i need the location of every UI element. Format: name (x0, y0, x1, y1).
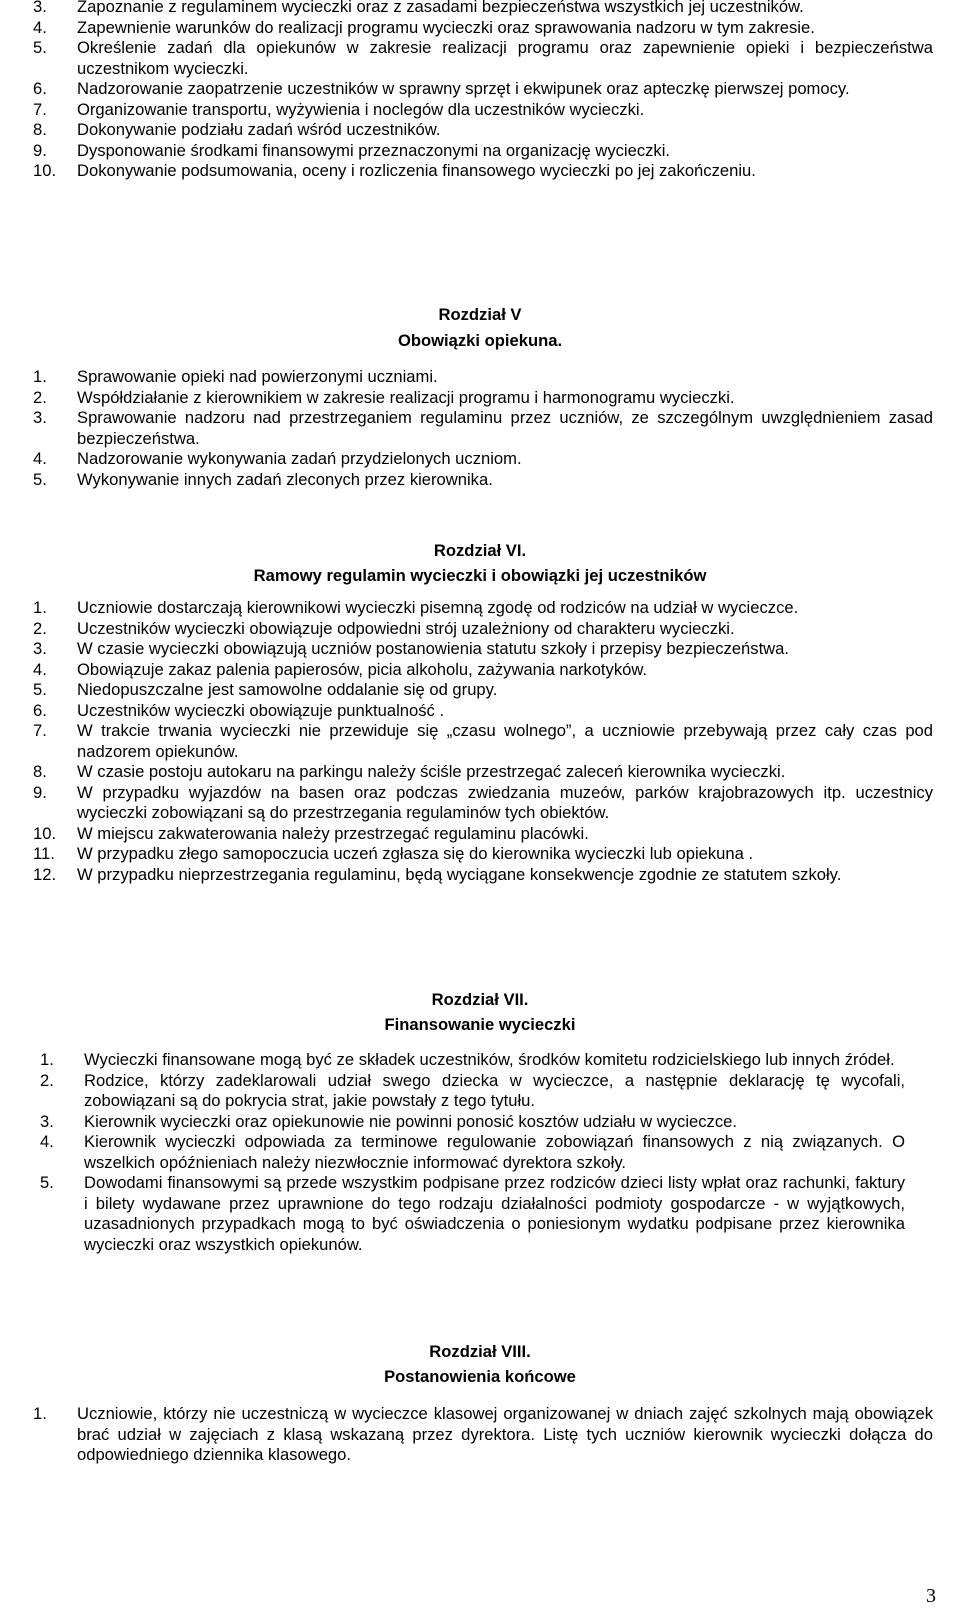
list-item: 1. Sprawowanie opieki nad powierzonymi uczniami. (33, 367, 438, 386)
chapter-8-subtitle: Postanowienia końcowe (384, 1367, 576, 1386)
list-item: 10. W miejscu zakwaterowania należy przestrzegać regulaminu placówki. (33, 823, 589, 843)
list-item: 6. Nadzorowanie zaopatrzenie uczestników w sprawny sprzęt i ekwipunek oraz apteczkę pierwszej pomocy. (33, 79, 850, 98)
list-item: 4. Kierownik wycieczki odpowiada za terminowe regulowanie zobowiązań finansowych z nią związanych. O wszelkich opóźnieniach należy niezwłocznie informować dyrektora szkoły. (40, 1132, 905, 1172)
list-item: 2. Współdziałanie z kierownikiem w zakresie realizacji programu i harmonogramu wycieczki. (33, 387, 735, 407)
list-chapter-5 (33, 367, 933, 490)
list-item: 4. Obowiązuje zakaz palenia papierosów, picia alkoholu, zażywania narkotyków. (33, 659, 648, 679)
list-item: 5. Dowodami finansowymi są przede wszystkim podpisane przez rodziców dzieci listy wpłat oraz rachunki, faktury i bilety wydawane przez uprawnione do tego rodzaju działalności podmioty gospodarcze - w wyjątkowych, uzasadnionych przypadkach mogą to być oświadczenia o poniesionym wydatku podpisane przez kierownika wycieczki oraz wszystkich opiekunów. (40, 1173, 905, 1254)
list-item: 2. Rodzice, którzy zadeklarowali udział swego dziecka w wycieczce, a następnie deklarację tę wycofali, zobowiązani są do pokrycia strat, jakie powstały z tego tytułu. (40, 1070, 905, 1110)
list-item: 2. Uczestników wycieczki obowiązuje odpowiedni strój uzależniony od charakteru wycieczki. (33, 618, 735, 638)
chapter-5-subtitle: Obowiązki opiekuna. (397, 331, 563, 350)
list-chapter-6 (33, 598, 933, 885)
list-item: 4. Zapewnienie warunków do realizacji programu wycieczki oraz sprawowania nadzoru w tym zakresie. (33, 17, 815, 37)
list-item: 1. Uczniowie, którzy nie uczestniczą w wycieczce klasowej organizowanej w dniach zajęć szkolnych mają obowiązek brać udział w zajęciach z klasą wskazaną przez dyrektora. Listę tych uczniów kierownik wycieczki dołącza do odpowiedniego dziennika klasowego. (33, 1404, 933, 1464)
list-item: 3. W czasie wycieczki obowiązują uczniów postanowienia statutu szkoły i przepisy bezpieczeństwa. (33, 639, 790, 658)
list-item: 8. Dokonywanie podziału zadań wśród uczestników. (33, 120, 441, 139)
list-item: 8. W czasie postoju autokaru na parkingu należy ściśle przestrzegać zaleceń kierownika wycieczki. (33, 762, 786, 781)
list-item: 6. Uczestników wycieczki obowiązuje punktualność . (33, 700, 445, 720)
chapter-7-title: Rozdział VII. (431, 990, 529, 1009)
list-chapter-7 (40, 1050, 905, 1255)
list-item: 3. Zapoznanie z regulaminem wycieczki oraz z zasadami bezpieczeństwa wszystkich jej uczestników. (33, 0, 804, 16)
list-item: 10. Dokonywanie podsumowania, oceny i rozliczenia finansowego wycieczki po jej zakończeniu. (33, 161, 756, 180)
chapter-5-title: Rozdział V (438, 305, 522, 324)
chapter-8-title: Rozdział VIII. (429, 1342, 531, 1361)
list-item: 7. Organizowanie transportu, wyżywienia i noclegów dla uczestników wycieczki. (33, 99, 645, 119)
list-item: 1. Uczniowie dostarczają kierownikowi wycieczki pisemną zgodę od rodziców na udział w wycieczce. (33, 598, 799, 617)
list-item: 5. Wykonywanie innych zadań zleconych przez kierownika. (33, 469, 493, 489)
list-item: 11. W przypadku złego samopoczucia uczeń zgłasza się do kierownika wycieczki lub opiekuna . (33, 844, 754, 863)
list-item: 3. Sprawowanie nadzoru nad przestrzeganiem regulaminu przez uczniów, ze szczególnym uwzględnieniem zasad bezpieczeństwa. (33, 408, 933, 448)
list-item: 4. Nadzorowanie wykonywania zadań przydzielonych uczniom. (33, 449, 522, 468)
list-item: 9. W przypadku wyjazdów na basen oraz podczas zwiedzania muzeów, parków krajobrazowych itp. uczestnicy wycieczki zobowiązani są do przestrzegania regulaminów tych obiektów. (33, 782, 933, 822)
list-item: 3. Kierownik wycieczki oraz opiekunowie nie powinni ponosić kosztów udziału w wycieczce. (40, 1111, 737, 1131)
list-top (33, 0, 933, 182)
list-item: 5. Niedopuszczalne jest samowolne oddalanie się od grupy. (33, 680, 498, 699)
chapter-6-title: Rozdział VI. (433, 541, 527, 560)
list-item: 1. Wycieczki finansowane mogą być ze składek uczestników, środków komitetu rodzicielskiego lub innych źródeł. (40, 1050, 895, 1069)
list-item: 7. W trakcie trwania wycieczki nie przewiduje się „czasu wolnego”, a uczniowie przebywają przez cały czas pod nadzorem opiekunów. (33, 721, 933, 761)
page-number: 3 (926, 1584, 936, 1607)
list-item: 12. W przypadku nieprzestrzegania regulaminu, będą wyciągane konsekwencje zgodnie ze statutem szkoły. (33, 864, 842, 884)
list-item: 9. Dysponowanie środkami finansowymi przeznaczonymi na organizację wycieczki. (33, 140, 671, 160)
list-item: 5. Określenie zadań dla opiekunów w zakresie realizacji programu oraz zapewnienie opieki i bezpieczeństwa uczestnikom wycieczki. (33, 38, 933, 78)
chapter-6-subtitle: Ramowy regulamin wycieczki i obowiązki jej uczestników (253, 566, 707, 585)
list-chapter-8 (33, 1404, 933, 1466)
chapter-7-subtitle: Finansowanie wycieczki (384, 1015, 576, 1034)
